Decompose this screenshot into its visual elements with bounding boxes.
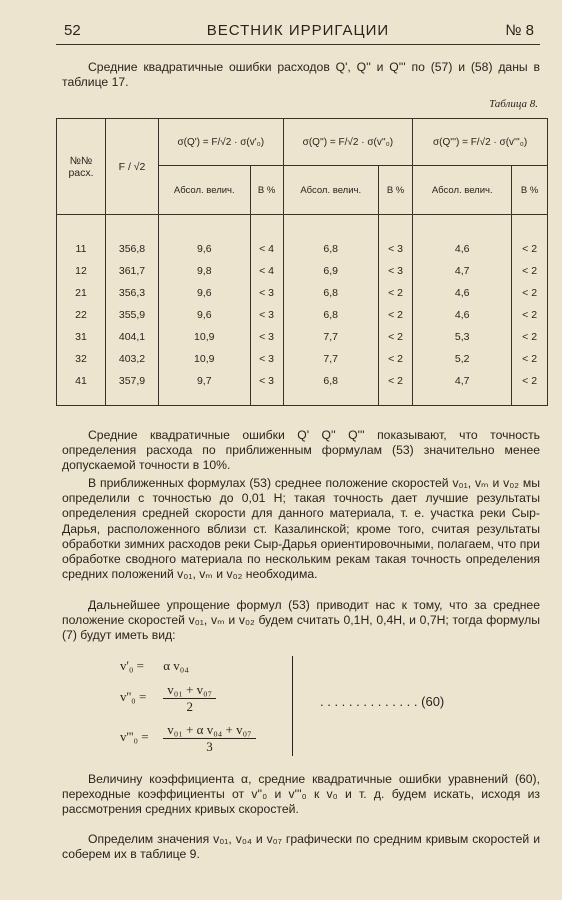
col-header-f: F / √2 — [106, 119, 159, 215]
table-row — [57, 348, 548, 370]
table-caption: Таблица 8. — [489, 98, 538, 110]
cell: < 2 — [512, 282, 548, 304]
cell: < 4 — [250, 215, 283, 261]
cell: 9,6 — [159, 215, 251, 261]
cell: 11 — [57, 215, 106, 261]
equation-rhs: α v₀₄ — [163, 658, 189, 673]
numerator: v₀₁ + α v₀₄ + v₀₇ — [163, 722, 255, 739]
sub-header-pct: В % — [378, 166, 412, 215]
paragraph-positions: В приближенных формулах (53) среднее положение скоростей v₀₁, vₘ и v₀₂ мы определили с точностью до 0,01 H; такая точность дает лучшие результаты определения средней скорости для данного материала, т. е. участка реки Сыр-Дарья, расположенного вблизи ст. Казалинской; кроме того, считая результаты обработки зимних расходов реки Сыр-Дарья ориентировочными, полагаем, что при обработке сводного материала по нескольким рекам такая точность определения средних положений v₀₁, vₘ и v₀₂ необходима. — [62, 476, 540, 582]
cell: < 2 — [378, 304, 412, 326]
journal-title: ВЕСТНИК ИРРИГАЦИИ — [206, 22, 390, 39]
cell: 4,6 — [413, 304, 512, 326]
cell: 361,7 — [106, 260, 159, 282]
cell: 21 — [57, 282, 106, 304]
equation-lhs: v''₀ = — [120, 689, 147, 705]
col-group-q1: σ(Q') = F/√2 · σ(v'₀) — [159, 119, 284, 166]
sub-header-abs: Абсол. велич. — [283, 166, 378, 215]
denominator: 2 — [186, 699, 193, 714]
cell: 4,7 — [413, 260, 512, 282]
intro-paragraph: Средние квадратичные ошибки расходов Q', Q'' и Q''' по (57) и (58) даны в таблице 17. — [62, 60, 540, 90]
sub-header-abs: Абсол. велич. — [413, 166, 512, 215]
cell: < 3 — [250, 282, 283, 304]
cell: < 2 — [512, 370, 548, 406]
equation-bracket — [292, 656, 301, 756]
cell: 356,8 — [106, 215, 159, 261]
numerator: v₀₁ + v₀₇ — [163, 682, 216, 699]
cell: < 2 — [378, 348, 412, 370]
paragraph-accuracy: Средние квадратичные ошибки Q' Q'' Q''' показывают, что точность определения расхода по приближенным формулам (53) значительно менее допускаемой точности в 10%. — [62, 428, 540, 473]
table-row — [57, 304, 548, 326]
cell: 22 — [57, 304, 106, 326]
running-header — [56, 20, 540, 45]
cell: < 2 — [512, 304, 548, 326]
cell: 7,7 — [283, 326, 378, 348]
cell: 12 — [57, 260, 106, 282]
cell: 4,6 — [413, 215, 512, 261]
cell: 6,8 — [283, 304, 378, 326]
equation-lhs: v'₀ = — [120, 658, 144, 673]
cell: 7,7 — [283, 348, 378, 370]
col-group-q2: σ(Q'') = F/√2 · σ(v''₀) — [283, 119, 413, 166]
fraction — [163, 722, 255, 755]
cell: 9,8 — [159, 260, 251, 282]
cell: < 2 — [378, 370, 412, 406]
equation-3 — [120, 722, 256, 755]
cell: < 2 — [512, 326, 548, 348]
cell: < 3 — [378, 260, 412, 282]
sub-header-abs: Абсол. велич. — [159, 166, 251, 215]
cell: < 3 — [378, 215, 412, 261]
cell: 9,7 — [159, 370, 251, 406]
page-number: 52 — [64, 22, 81, 39]
sub-header-pct: В % — [250, 166, 283, 215]
fraction — [163, 682, 216, 715]
cell: 5,3 — [413, 326, 512, 348]
equation-lhs: v'''₀ = — [120, 729, 149, 745]
cell: 356,3 — [106, 282, 159, 304]
equation-block-60 — [70, 650, 540, 760]
paragraph-simplification: Дальнейшее упрощение формул (53) приводит нас к тому, что за среднее положение скоростей v₀₁, vₘ и v₀₂ будем считать 0,1H, 0,4H, и 0,7H; тогда формулы (7) будут иметь вид: — [62, 598, 540, 643]
paragraph-table9: Определим значения v₀₁, v₀₄ и v₀₇ графически по средним кривым скоростей и соберем их в таблице 9. — [62, 832, 540, 862]
cell: 404,1 — [106, 326, 159, 348]
cell: < 3 — [250, 348, 283, 370]
col-header-number: №№ расх. — [57, 119, 106, 215]
cell: < 2 — [512, 348, 548, 370]
cell: 9,6 — [159, 282, 251, 304]
cell: 9,6 — [159, 304, 251, 326]
cell: < 3 — [250, 370, 283, 406]
cell: 403,2 — [106, 348, 159, 370]
table-row — [57, 282, 548, 304]
cell: 32 — [57, 348, 106, 370]
cell: < 2 — [512, 215, 548, 261]
table-row — [57, 215, 548, 261]
col-group-q3: σ(Q''') = F/√2 · σ(v'''₀) — [413, 119, 548, 166]
table-row — [57, 370, 548, 406]
issue-number: № 8 — [505, 22, 534, 39]
cell: 41 — [57, 370, 106, 406]
table-row — [57, 326, 548, 348]
equation-2 — [120, 682, 216, 715]
cell: 6,8 — [283, 215, 378, 261]
cell: 5,2 — [413, 348, 512, 370]
cell: < 2 — [512, 260, 548, 282]
cell: < 2 — [378, 326, 412, 348]
cell: < 3 — [250, 304, 283, 326]
paragraph-coefficients: Величину коэффициента α, средние квадратичные ошибки уравнений (60), переходные коэффициенты от v''₀ и v'''₀ к v₀ и т. д. будем искать, исходя из рассмотрения средних кривых скоростей. — [62, 772, 540, 817]
sub-header-pct: В % — [512, 166, 548, 215]
cell: 10,9 — [159, 348, 251, 370]
cell: 6,8 — [283, 370, 378, 406]
equation-number: . . . . . . . . . . . . . . (60) — [320, 694, 445, 709]
cell: 10,9 — [159, 326, 251, 348]
cell: < 4 — [250, 260, 283, 282]
table-8 — [56, 118, 548, 406]
cell: 4,7 — [413, 370, 512, 406]
table-row — [57, 260, 548, 282]
cell: 6,9 — [283, 260, 378, 282]
cell: 6,8 — [283, 282, 378, 304]
cell: < 2 — [378, 282, 412, 304]
cell: < 3 — [250, 326, 283, 348]
equation-1 — [120, 658, 189, 674]
denominator: 3 — [206, 739, 213, 754]
cell: 31 — [57, 326, 106, 348]
cell: 4,6 — [413, 282, 512, 304]
cell: 355,9 — [106, 304, 159, 326]
cell: 357,9 — [106, 370, 159, 406]
